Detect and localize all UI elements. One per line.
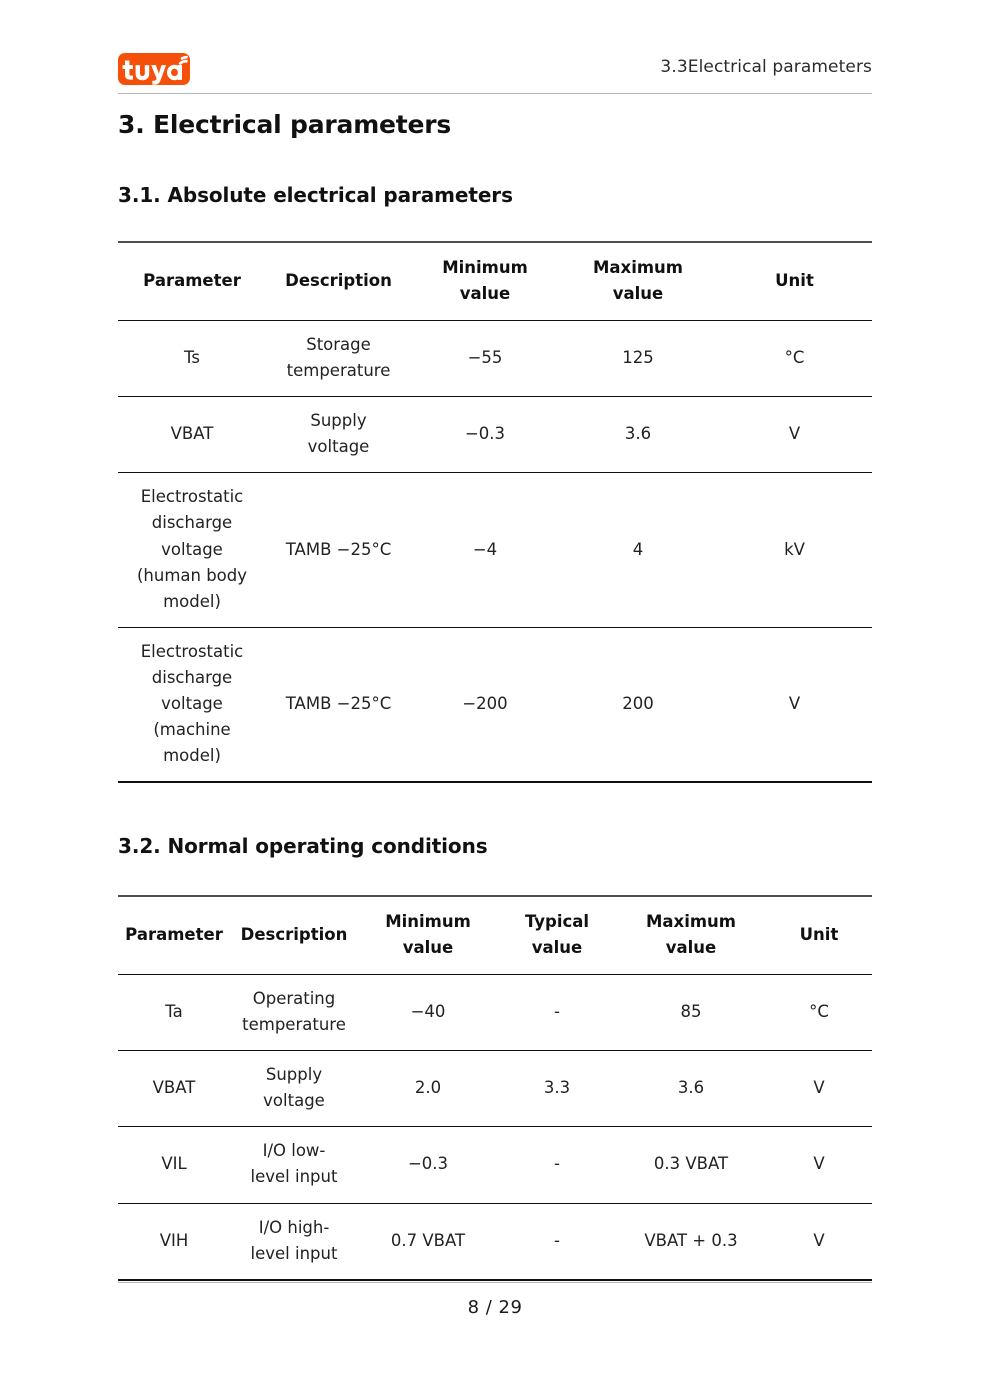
cell-parameter: Ts <box>118 321 266 397</box>
cell-parameter: Electrostatic discharge voltage (machine model) <box>118 627 266 782</box>
cell-description: Supply voltage <box>230 1051 358 1127</box>
cell-parameter: VIH <box>118 1203 230 1280</box>
cell-parameter: Ta <box>118 975 230 1051</box>
column-header-description: Description <box>266 242 411 321</box>
cell-minimum: −4 <box>411 473 559 627</box>
cell-typical: 3.3 <box>498 1051 616 1127</box>
cell-unit: °C <box>717 321 872 397</box>
cell-maximum: 3.6 <box>616 1051 766 1127</box>
cell-minimum: −55 <box>411 321 559 397</box>
table-row <box>118 627 872 782</box>
table-row <box>118 1127 872 1203</box>
cell-description: I/O high- level input <box>230 1203 358 1280</box>
cell-maximum: 200 <box>559 627 717 782</box>
column-header-minimum-value: Minimum value <box>411 242 559 321</box>
cell-parameter: VBAT <box>118 397 266 473</box>
cell-maximum: 85 <box>616 975 766 1051</box>
cell-description: TAMB −25°C <box>266 627 411 782</box>
column-header-description: Description <box>230 896 358 975</box>
cell-unit: V <box>717 397 872 473</box>
section-title-3-2: 3.2. Normal operating conditions <box>118 834 488 858</box>
table-row <box>118 975 872 1051</box>
cell-description: I/O low- level input <box>230 1127 358 1203</box>
page-header <box>118 44 872 94</box>
cell-description: Storage temperature <box>266 321 411 397</box>
cell-description: Operating temperature <box>230 975 358 1051</box>
column-header-unit: Unit <box>766 896 872 975</box>
cell-maximum: VBAT + 0.3 <box>616 1203 766 1280</box>
normal-operating-conditions-table <box>118 895 872 1281</box>
chapter-title: 3. Electrical parameters <box>118 110 452 139</box>
cell-unit: V <box>717 627 872 782</box>
cell-minimum: −40 <box>358 975 498 1051</box>
tuya-logo-icon <box>118 53 190 85</box>
page-footer <box>118 1282 872 1318</box>
table-row <box>118 1051 872 1127</box>
cell-minimum: −0.3 <box>411 397 559 473</box>
cell-unit: V <box>766 1203 872 1280</box>
section-title-3-1: 3.1. Absolute electrical parameters <box>118 183 513 207</box>
cell-maximum: 3.6 <box>559 397 717 473</box>
column-header-typical-value: Typical value <box>498 896 616 975</box>
column-header-maximum-value: Maximum value <box>559 242 717 321</box>
cell-minimum: 0.7 VBAT <box>358 1203 498 1280</box>
cell-minimum: −200 <box>411 627 559 782</box>
cell-maximum: 4 <box>559 473 717 627</box>
cell-typical: - <box>498 1203 616 1280</box>
cell-minimum: −0.3 <box>358 1127 498 1203</box>
page-number: 8 / 29 <box>467 1297 523 1318</box>
cell-parameter: VIL <box>118 1127 230 1203</box>
running-header-title: 3.3Electrical parameters <box>660 56 872 77</box>
table-row <box>118 473 872 627</box>
cell-unit: V <box>766 1051 872 1127</box>
column-header-unit: Unit <box>717 242 872 321</box>
cell-description: Supply voltage <box>266 397 411 473</box>
column-header-parameter: Parameter <box>118 896 230 975</box>
cell-maximum: 125 <box>559 321 717 397</box>
cell-description: TAMB −25°C <box>266 473 411 627</box>
table-header-row <box>118 242 872 321</box>
table-row <box>118 1203 872 1280</box>
table-row <box>118 397 872 473</box>
table-header-row <box>118 896 872 975</box>
cell-minimum: 2.0 <box>358 1051 498 1127</box>
column-header-minimum-value: Minimum value <box>358 896 498 975</box>
cell-unit: °C <box>766 975 872 1051</box>
table-row <box>118 321 872 397</box>
cell-typical: - <box>498 975 616 1051</box>
cell-parameter: VBAT <box>118 1051 230 1127</box>
cell-unit: kV <box>717 473 872 627</box>
cell-unit: V <box>766 1127 872 1203</box>
cell-typical: - <box>498 1127 616 1203</box>
cell-maximum: 0.3 VBAT <box>616 1127 766 1203</box>
cell-parameter: Electrostatic discharge voltage (human body model) <box>118 473 266 627</box>
column-header-maximum-value: Maximum value <box>616 896 766 975</box>
column-header-parameter: Parameter <box>118 242 266 321</box>
absolute-electrical-parameters-table <box>118 241 872 783</box>
